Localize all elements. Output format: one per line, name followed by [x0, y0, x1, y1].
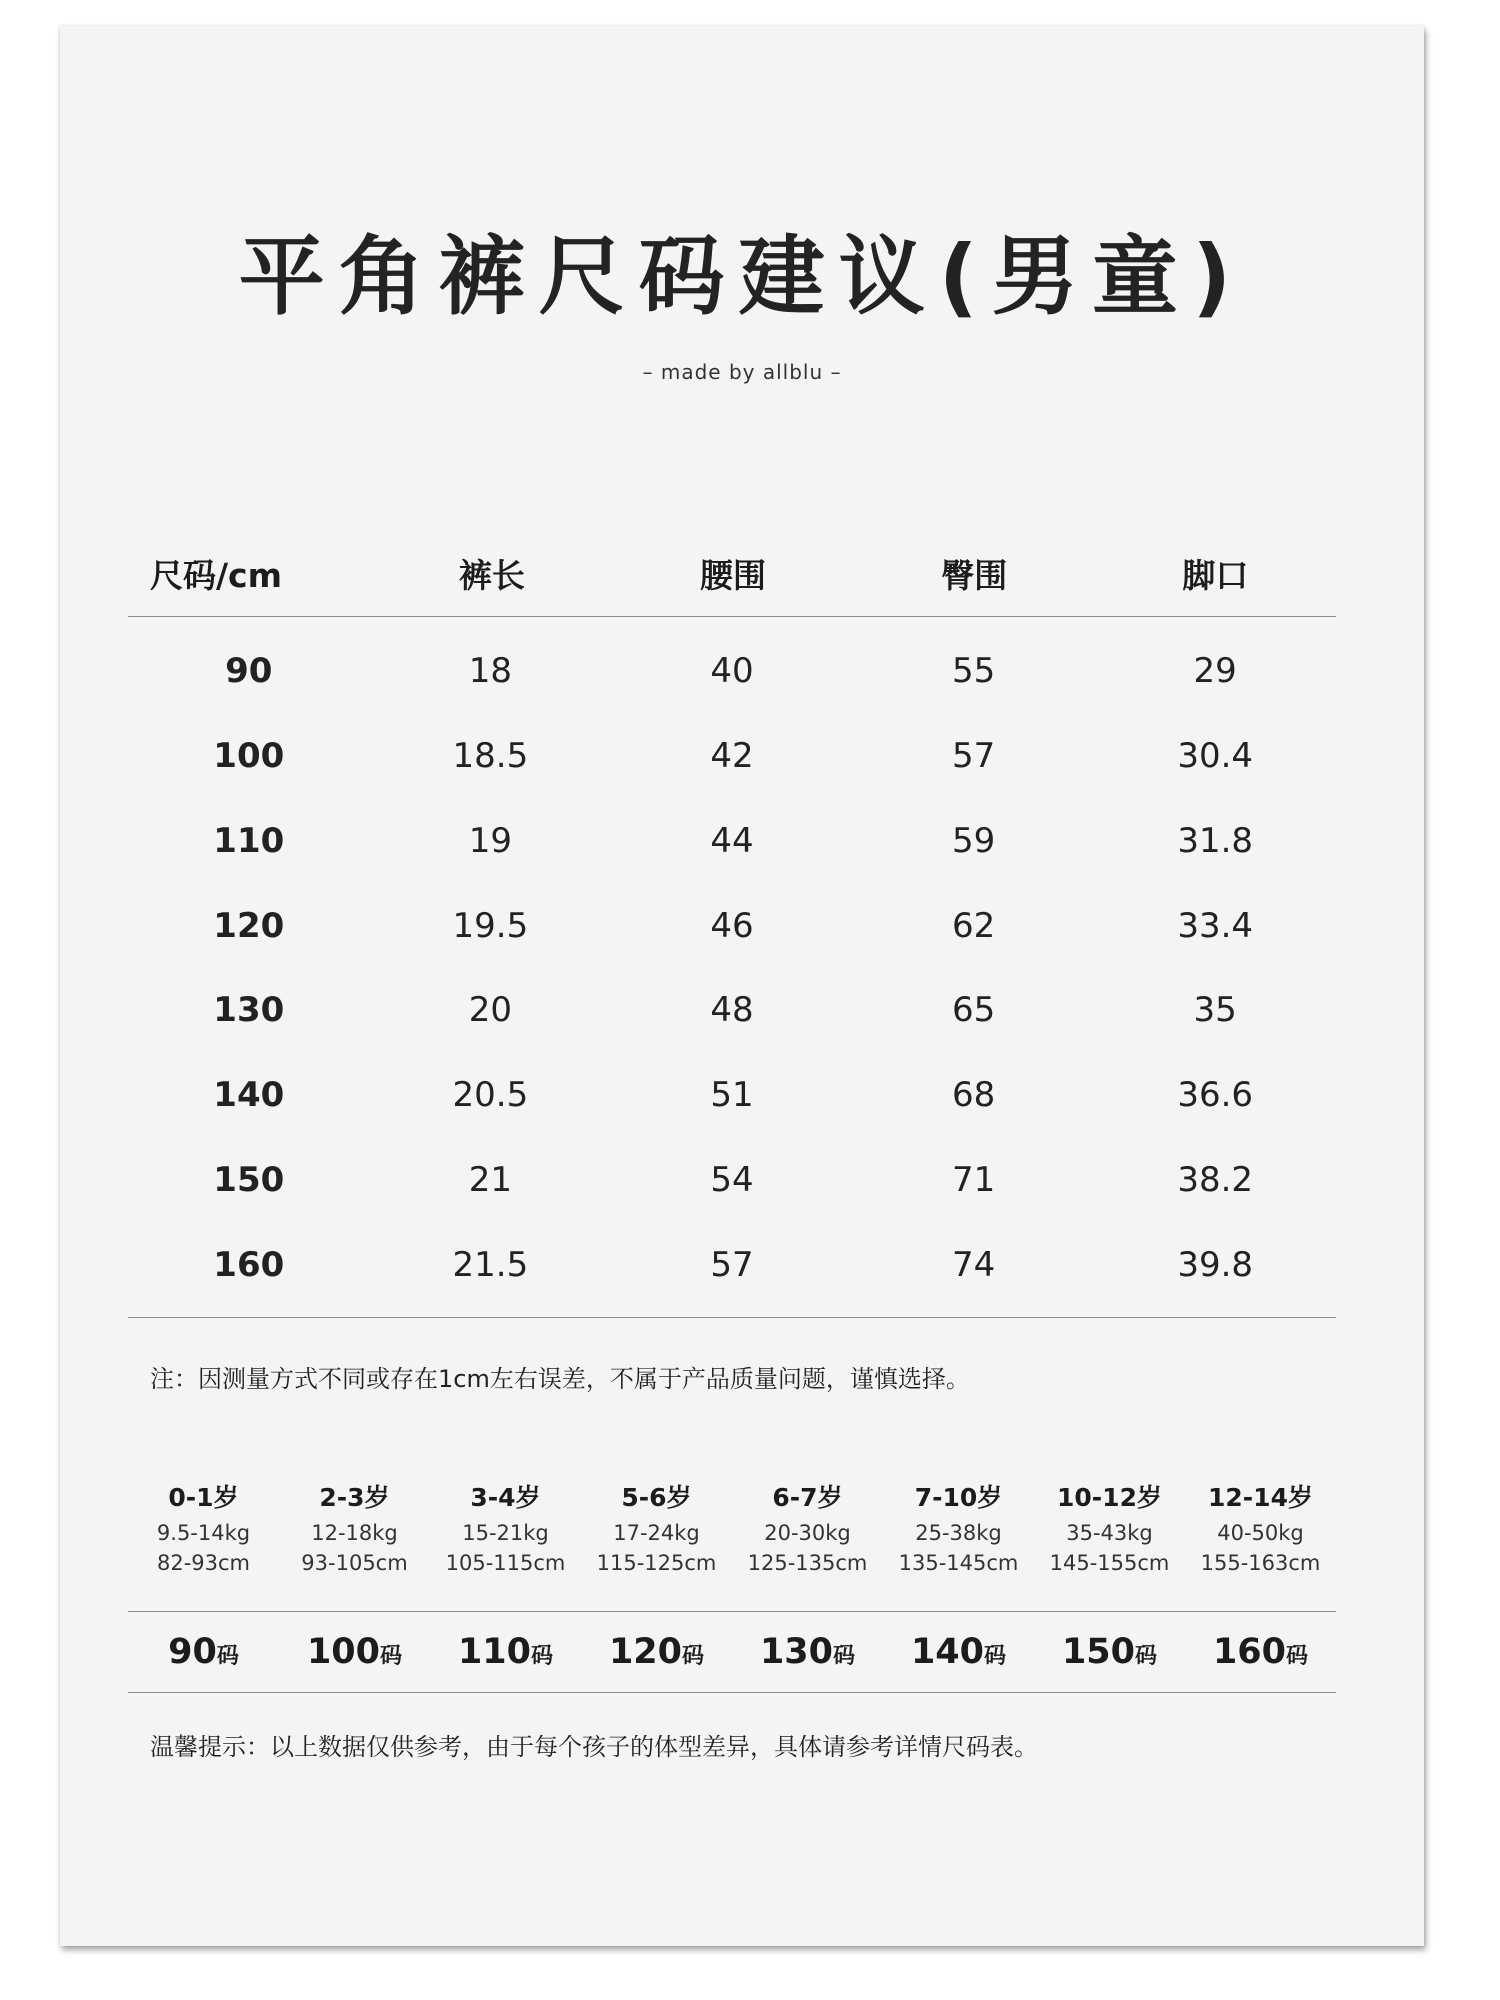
age-guide-item — [883, 1478, 1034, 1578]
size-chart-card — [60, 26, 1424, 1946]
cell-length: 21.5 — [452, 1244, 529, 1285]
age-guide-item — [279, 1478, 430, 1578]
size-code-number: 150 — [1061, 1632, 1136, 1672]
cell-waist: 42 — [710, 736, 754, 777]
cell-length: 20 — [468, 990, 513, 1031]
age-range: 2-3岁 — [319, 1483, 390, 1512]
height-range: 155-163cm — [1200, 1551, 1321, 1575]
brand-subtitle: – made by allblu – — [642, 360, 842, 384]
table-row — [128, 1053, 1336, 1138]
measurement-note: 注：因测量方式不同或存在1cm左右误差，不属于产品质量问题，谨慎选择。 — [150, 1365, 970, 1393]
cell-leg-opening: 33.4 — [1177, 905, 1254, 946]
size-code — [128, 1632, 279, 1672]
header-size: 尺码/cm — [150, 556, 282, 595]
reference-tip: 温馨提示：以上数据仅供参考，由于每个孩子的体型差异，具体请参考详情尺码表。 — [150, 1733, 1038, 1761]
size-code-number: 140 — [910, 1632, 985, 1672]
cell-hip: 62 — [951, 905, 996, 946]
cell-waist: 51 — [710, 1075, 754, 1116]
age-guide — [128, 1478, 1336, 1578]
cell-size: 140 — [213, 1075, 285, 1116]
cell-leg-opening: 38.2 — [1177, 1159, 1254, 1200]
size-code-unit: 码 — [380, 1644, 403, 1669]
cell-size: 160 — [213, 1244, 285, 1285]
header-hip: 臀围 — [941, 556, 1008, 595]
size-code — [279, 1632, 430, 1672]
cell-leg-opening: 39.8 — [1177, 1244, 1254, 1285]
size-code — [1185, 1632, 1336, 1672]
height-range: 135-145cm — [898, 1551, 1019, 1575]
size-table — [128, 531, 1336, 1318]
age-guide-item — [128, 1478, 279, 1578]
weight-range: 35-43kg — [1066, 1521, 1153, 1545]
header-waist: 腰围 — [700, 556, 767, 595]
weight-range: 40-50kg — [1217, 1521, 1304, 1545]
size-code — [1034, 1632, 1185, 1672]
table-row — [128, 883, 1336, 968]
size-code-unit: 码 — [531, 1644, 554, 1669]
size-code — [430, 1632, 581, 1672]
table-row — [128, 714, 1336, 799]
cell-hip: 74 — [951, 1244, 996, 1285]
size-code-row — [128, 1611, 1336, 1693]
size-code-unit: 码 — [1135, 1644, 1158, 1669]
cell-hip: 55 — [951, 651, 996, 692]
cell-length: 21 — [468, 1159, 513, 1200]
age-range: 12-14岁 — [1208, 1483, 1313, 1512]
cell-waist: 44 — [710, 820, 754, 861]
weight-range: 25-38kg — [915, 1521, 1002, 1545]
size-code-unit: 码 — [984, 1644, 1007, 1669]
header-leg-opening: 脚口 — [1182, 556, 1249, 595]
weight-range: 12-18kg — [311, 1521, 398, 1545]
header-length: 裤长 — [458, 556, 525, 595]
age-range: 3-4岁 — [470, 1483, 541, 1512]
age-range: 0-1岁 — [168, 1483, 239, 1512]
size-code-number: 160 — [1212, 1632, 1287, 1672]
table-row — [128, 968, 1336, 1053]
height-range: 115-125cm — [596, 1551, 717, 1575]
page-title: 平角裤尺码建议(男童) — [238, 227, 1246, 327]
height-range: 82-93cm — [156, 1551, 251, 1575]
size-code-unit: 码 — [216, 1644, 239, 1669]
weight-range: 17-24kg — [613, 1521, 700, 1545]
size-code-number: 120 — [608, 1632, 683, 1672]
size-code — [883, 1632, 1034, 1672]
cell-waist: 48 — [710, 990, 754, 1031]
table-header-row — [128, 531, 1336, 617]
cell-leg-opening: 29 — [1193, 651, 1237, 692]
cell-leg-opening: 31.8 — [1177, 820, 1254, 861]
age-range: 10-12岁 — [1057, 1483, 1162, 1512]
table-row — [128, 799, 1336, 884]
cell-waist: 46 — [710, 905, 754, 946]
cell-waist: 57 — [710, 1244, 754, 1285]
size-code-unit: 码 — [1286, 1644, 1309, 1669]
cell-length: 19 — [468, 820, 513, 861]
size-code-number: 90 — [168, 1632, 217, 1672]
size-code-unit: 码 — [682, 1644, 705, 1669]
size-code-number: 110 — [457, 1632, 532, 1672]
cell-size: 150 — [213, 1159, 285, 1200]
cell-size: 90 — [225, 651, 273, 692]
size-code-number: 130 — [759, 1632, 834, 1672]
cell-hip: 59 — [951, 820, 996, 861]
table-body — [128, 617, 1336, 1318]
age-guide-item — [430, 1478, 581, 1578]
cell-size: 100 — [213, 736, 285, 777]
size-code-unit: 码 — [833, 1644, 856, 1669]
cell-size: 120 — [213, 905, 285, 946]
table-row — [128, 1222, 1336, 1307]
age-guide-item — [1185, 1478, 1336, 1578]
weight-range: 9.5-14kg — [156, 1521, 251, 1545]
cell-hip: 57 — [951, 736, 996, 777]
height-range: 125-135cm — [747, 1551, 868, 1575]
cell-length: 19.5 — [452, 905, 529, 946]
age-guide-item — [732, 1478, 883, 1578]
size-code-number: 100 — [306, 1632, 381, 1672]
height-range: 93-105cm — [301, 1551, 408, 1575]
cell-hip: 68 — [951, 1075, 996, 1116]
cell-hip: 71 — [951, 1159, 996, 1200]
age-range: 6-7岁 — [772, 1483, 843, 1512]
age-guide-item — [581, 1478, 732, 1578]
age-range: 7-10岁 — [914, 1483, 1003, 1512]
cell-leg-opening: 35 — [1193, 990, 1237, 1031]
cell-leg-opening: 30.4 — [1177, 736, 1254, 777]
cell-length: 18.5 — [452, 736, 529, 777]
cell-length: 20.5 — [452, 1075, 529, 1116]
age-range: 5-6岁 — [621, 1483, 692, 1512]
weight-range: 20-30kg — [764, 1521, 851, 1545]
table-row — [128, 629, 1336, 714]
cell-size: 130 — [213, 990, 285, 1031]
size-code — [732, 1632, 883, 1672]
cell-waist: 54 — [710, 1159, 754, 1200]
cell-hip: 65 — [951, 990, 996, 1031]
size-code — [581, 1632, 732, 1672]
cell-leg-opening: 36.6 — [1177, 1075, 1254, 1116]
cell-length: 18 — [468, 651, 513, 692]
height-range: 105-115cm — [445, 1551, 566, 1575]
cell-size: 110 — [213, 820, 285, 861]
table-row — [128, 1138, 1336, 1223]
age-guide-item — [1034, 1478, 1185, 1578]
cell-waist: 40 — [710, 651, 754, 692]
height-range: 145-155cm — [1049, 1551, 1170, 1575]
weight-range: 15-21kg — [462, 1521, 549, 1545]
